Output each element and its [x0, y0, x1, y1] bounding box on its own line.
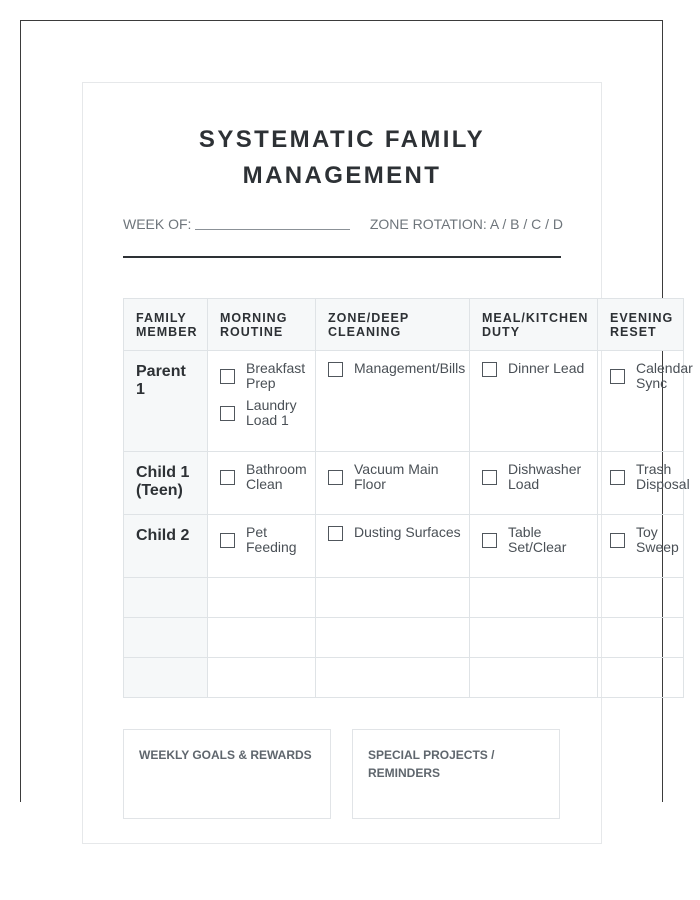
member-name: Child 2 — [124, 515, 208, 578]
task-label: Toy Sweep — [636, 524, 679, 555]
zone-cell — [316, 515, 470, 578]
evening-cell — [598, 578, 684, 618]
meal-cell — [470, 578, 598, 618]
empty-row — [124, 578, 684, 618]
task-checkbox[interactable] — [610, 533, 625, 548]
task-checkbox[interactable] — [220, 470, 235, 485]
task-checkbox[interactable] — [482, 362, 497, 377]
evening-cell — [598, 452, 690, 515]
chore-chart-sheet — [82, 82, 693, 844]
task-item — [482, 361, 597, 377]
task-checkbox[interactable] — [610, 470, 625, 485]
task-item — [220, 361, 315, 391]
morning-cell — [208, 351, 316, 452]
task-item — [610, 360, 693, 391]
header-zone-cleaning: ZONE/DEEP CLEANING — [316, 299, 470, 351]
morning-cell — [208, 578, 316, 618]
task-label: Bathroom Clean — [246, 461, 307, 492]
task-checkbox[interactable] — [328, 470, 343, 485]
task-label: Calendar Sync — [636, 360, 693, 391]
task-checkbox[interactable] — [482, 533, 497, 548]
header-family-member: FAMILY MEMBER — [124, 299, 208, 351]
header-morning-routine: MORNING ROUTINE — [208, 299, 316, 351]
evening-cell — [598, 658, 684, 698]
evening-cell — [598, 515, 684, 578]
task-checkbox[interactable] — [220, 533, 235, 548]
task-checkbox[interactable] — [482, 470, 497, 485]
page-title — [83, 122, 601, 194]
special-projects-heading: SPECIAL PROJECTS / — [368, 748, 495, 762]
task-label: Breakfast Prep — [246, 360, 306, 391]
meal-cell — [470, 515, 598, 578]
task-label: Table Set/Clear — [508, 524, 567, 555]
table-row — [124, 452, 684, 515]
meal-cell — [470, 618, 598, 658]
document-viewport — [20, 20, 693, 802]
zone-cell — [316, 452, 470, 515]
task-item — [610, 525, 683, 555]
task-item — [220, 398, 315, 428]
meal-cell — [470, 658, 598, 698]
member-name — [124, 658, 208, 698]
member-name: Child 1 (Teen) — [124, 452, 208, 515]
task-item — [328, 525, 469, 541]
task-label: Dinner Lead — [508, 360, 585, 376]
task-item — [610, 461, 690, 492]
task-item — [482, 462, 597, 492]
task-checkbox[interactable] — [328, 526, 343, 541]
title-line-1: SYSTEMATIC FAMILY — [198, 126, 486, 153]
task-item — [220, 525, 315, 555]
header-evening-reset: EVENING RESET — [598, 299, 684, 351]
header-meal-duty: MEAL/KITCHEN DUTY — [470, 299, 598, 351]
empty-row — [124, 658, 684, 698]
week-of-field — [123, 216, 350, 232]
task-item — [328, 462, 469, 492]
morning-cell — [208, 452, 316, 515]
task-item — [482, 525, 597, 555]
meta-row — [123, 216, 563, 232]
zone-rotation-label: ZONE ROTATION: A / B / C / D — [369, 216, 563, 232]
task-item — [220, 462, 315, 492]
task-label: Management/Bills — [354, 360, 466, 376]
weekly-goals-box — [123, 729, 331, 819]
special-projects-box — [352, 729, 560, 819]
task-label: Vacuum Main Floor — [354, 461, 439, 492]
empty-row — [124, 618, 684, 658]
morning-cell — [208, 515, 316, 578]
morning-cell — [208, 618, 316, 658]
task-label: Trash Disposal — [636, 461, 690, 492]
weekly-goals-heading: WEEKLY GOALS & REWARDS — [139, 748, 312, 762]
member-name — [124, 578, 208, 618]
evening-cell — [598, 351, 693, 452]
week-of-blank-line — [195, 228, 350, 230]
task-checkbox[interactable] — [328, 362, 343, 377]
meal-cell — [470, 351, 598, 452]
title-line-2: MANAGEMENT — [242, 162, 442, 189]
meal-cell — [470, 452, 598, 515]
task-checkbox[interactable] — [610, 369, 625, 384]
zone-cell — [316, 578, 470, 618]
zone-cell — [316, 351, 470, 452]
table-row — [124, 351, 684, 452]
table-row — [124, 515, 684, 578]
task-label: Dishwasher Load — [508, 461, 582, 492]
task-label: Laundry Load 1 — [246, 397, 297, 428]
task-item — [328, 361, 469, 377]
evening-cell — [598, 618, 684, 658]
member-name: Parent 1 — [124, 351, 208, 452]
task-checkbox[interactable] — [220, 406, 235, 421]
task-checkbox[interactable] — [220, 369, 235, 384]
morning-cell — [208, 658, 316, 698]
zone-cell — [316, 618, 470, 658]
header-divider — [123, 256, 561, 258]
zone-cell — [316, 658, 470, 698]
table-header-row — [124, 299, 684, 351]
task-label: Dusting Surfaces — [354, 524, 461, 540]
member-name — [124, 618, 208, 658]
chore-table — [123, 298, 693, 698]
special-projects-heading-cont: REMINDERS — [368, 766, 441, 780]
task-label: Pet Feeding — [246, 524, 297, 555]
week-of-label: WEEK OF: — [123, 216, 192, 232]
